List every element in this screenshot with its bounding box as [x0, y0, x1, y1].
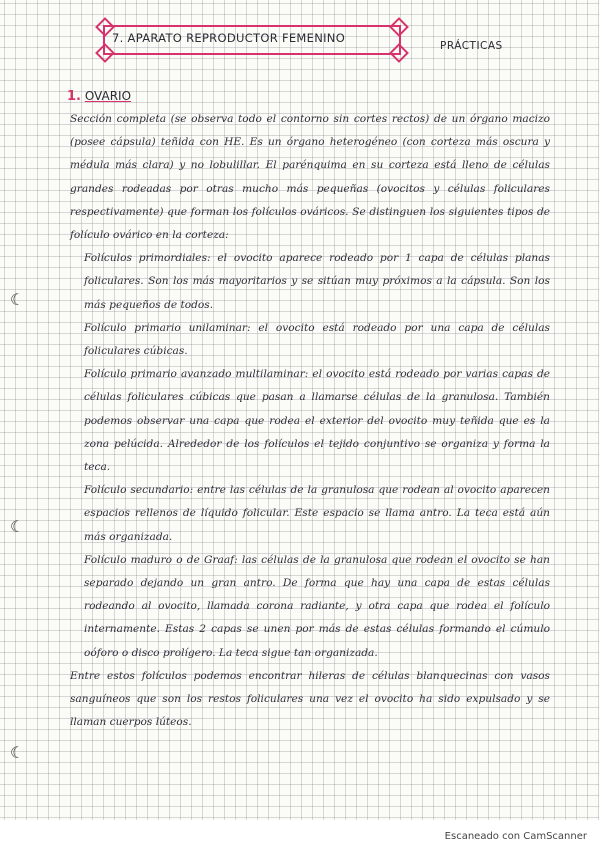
frame-corner-ornament: [389, 43, 409, 63]
page-subtitle: PRÁCTICAS: [440, 40, 503, 52]
paragraph-unilaminar: Folículo primario unilaminar: el ovocito está rodeado por una capa de células foliculares cúbicas.: [84, 321, 550, 358]
paragraph-graaf: Folículo maduro o de Graaf: las células de la granulosa que rodean el ovocito se han separado dejando un gran antro. De forma que hay una capa de estas células rodeando al ovocito, llamada corona radiante, y otra capa que rodea el folículo internamente. Estas 2 capas se unen por más de estas células formando el cúmulo oóforo o disco prolígero. La teca sigue tan organizada.: [84, 553, 550, 659]
page-title: 7. APARATO REPRODUCTOR FEMENINO: [112, 31, 346, 45]
notes-body: [70, 108, 550, 734]
paragraph-primordial: Folículos primordiales: el ovocito aparece rodeado por 1 capa de células planas foliculares. Son los más mayoritarios y se sitúan muy próximos a la cápsula. Son los más pequeños de todos.: [84, 252, 550, 311]
section-number: 1.: [67, 89, 81, 104]
paragraph-multilaminar: Folículo primario avanzado multilaminar: el ovocito está rodeado por varias capas de células foliculares cúbicas que pasan a llamarse células de la granulosa. También podemos observar una capa que rodea el exterior del ovocito muy teñida que es la zona pelúcida. Alrededor de los folículos el tejido conjuntivo se organiza y forma la teca.: [84, 368, 550, 474]
paragraph-intro: Sección completa (se observa todo el contorno sin cortes rectos) de un órgano macizo (posee cápsula) teñida con HE. Es un órgano heterogéneo (con corteza más oscura y médula más clara) y no lobulillar. El parénquima en su corteza está lleno de células grandes rodeadas por otras mucho más pequeñas (ovocitos y células foliculares respectivamente) que forman los folículos ováricos. Se distinguen los siguientes tipos de folículo ovárico en la corteza:: [70, 113, 550, 242]
binder-hole-icon: ☾: [10, 290, 25, 309]
binder-hole-icon: ☾: [10, 743, 25, 762]
frame-corner-ornament: [95, 43, 115, 63]
section-title: OVARIO: [84, 89, 132, 103]
paragraph-secundario: Folículo secundario: entre las células de la granulosa que rodean al ovocito aparecen espacios rellenos de líquido folicular. Este espacio se llama antro. La teca está aún más organizada.: [84, 484, 550, 543]
binder-hole-icon: ☾: [10, 517, 25, 536]
paragraph-cuerpos-luteos: Entre estos folículos podemos encontrar hileras de células blanquecinas con vasos sanguíneos que son los restos foliculares una vez el ovocito ha sido expulsado y se llaman cuerpos lúteos.: [70, 669, 550, 729]
scanner-watermark: Escaneado con CamScanner: [444, 831, 587, 842]
section-heading: [67, 89, 131, 104]
